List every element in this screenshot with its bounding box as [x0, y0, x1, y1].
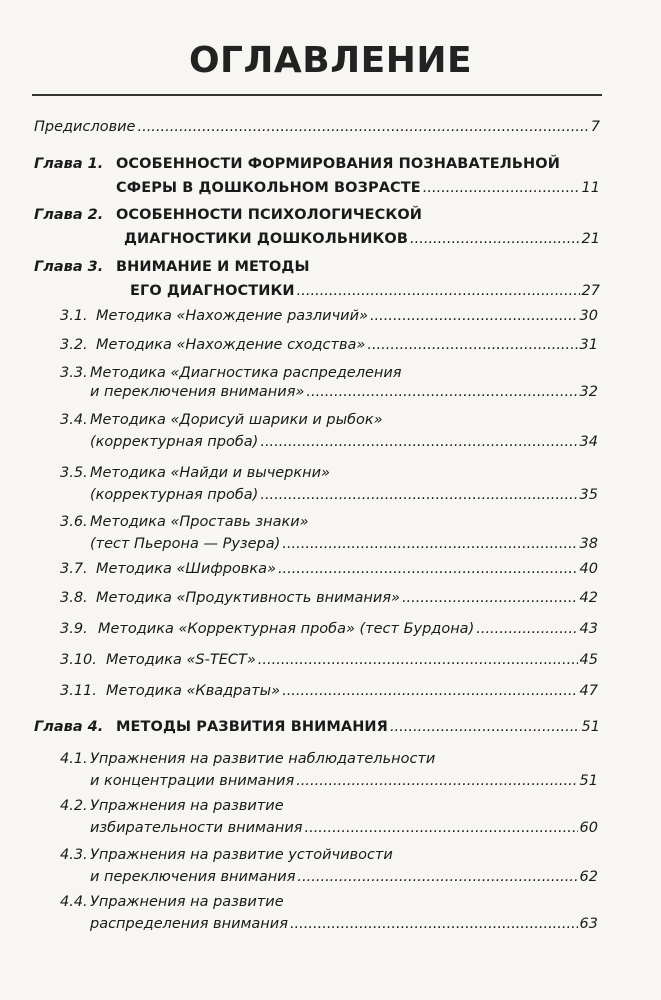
- entry-text-line1: Упражнения на развитие: [90, 894, 284, 910]
- toc-entry-3-7[interactable]: [60, 560, 598, 579]
- title-rule: [32, 94, 602, 96]
- page-number: 7: [590, 119, 600, 135]
- leader-dots: [297, 868, 577, 887]
- section-number: 3.5.: [60, 465, 88, 481]
- page-number: 32: [579, 384, 598, 400]
- leader-dots: [260, 486, 577, 505]
- page-number: 40: [579, 561, 598, 577]
- toc-entry-3-5[interactable]: [60, 464, 598, 505]
- leader-dots: [476, 620, 577, 639]
- toc-entry-3-6[interactable]: [60, 513, 598, 554]
- leader-dots: [402, 589, 578, 608]
- chapter-title-line2: ЕГО ДИАГНОСТИКИ: [130, 283, 295, 299]
- entry-text-line1: Упражнения на развитие устойчивости: [90, 847, 393, 863]
- section-number: 3.11.: [60, 683, 97, 699]
- chapter-title-line1: ОСОБЕННОСТИ ФОРМИРОВАНИЯ ПОЗНАВАТЕЛЬНОЙ: [116, 156, 560, 172]
- page-number: 34: [579, 434, 598, 450]
- entry-text-line2: (корректурная проба): [90, 487, 259, 503]
- chapter-title-line2: ДИАГНОСТИКИ ДОШКОЛЬНИКОВ: [124, 231, 409, 247]
- page-number: 62: [579, 869, 598, 885]
- entry-text-line2: избирательности внимания: [90, 820, 303, 836]
- leader-dots: [304, 819, 577, 838]
- leader-dots: [282, 682, 577, 701]
- toc-entry-3-3[interactable]: [60, 364, 598, 402]
- page-title: ОГЛАВЛЕНИЕ: [188, 40, 473, 81]
- page-number: 11: [581, 180, 600, 196]
- chapter-label: Глава 4.: [34, 719, 104, 735]
- toc-entry-3-1[interactable]: [60, 307, 598, 326]
- section-number: 3.4.: [60, 412, 88, 428]
- entry-text-line1: Упражнения на развитие наблюдательности: [90, 751, 436, 767]
- page-number: 51: [579, 773, 598, 789]
- page-number: 43: [579, 621, 598, 637]
- toc-entry-3-10[interactable]: [60, 651, 598, 670]
- page-number: 27: [581, 283, 600, 299]
- page-number: 60: [579, 820, 598, 836]
- toc-entry-3-9[interactable]: [60, 620, 598, 639]
- entry-text: Методика «S-ТЕСТ»: [106, 652, 256, 668]
- leader-dots: [137, 118, 588, 137]
- entry-text-line2: (тест Пьерона — Рузера): [90, 536, 281, 552]
- toc-entry-4-3[interactable]: [60, 846, 598, 887]
- leader-dots: [423, 179, 580, 198]
- entry-text-line2: (корректурная проба): [90, 434, 259, 450]
- entry-text-line2: и переключения внимания»: [90, 384, 305, 400]
- toc-entry-3-4[interactable]: [60, 411, 598, 452]
- page-number: 30: [579, 308, 598, 324]
- entry-text: Методика «Корректурная проба» (тест Бурдона): [98, 621, 475, 637]
- toc-entry-chapter-4[interactable]: [34, 718, 600, 737]
- chapter-title-line2: СФЕРЫ В ДОШКОЛЬНОМ ВОЗРАСТЕ: [116, 180, 421, 196]
- toc-entry-4-4[interactable]: [60, 893, 598, 934]
- chapter-label: Глава 3.: [34, 259, 104, 275]
- section-number: 4.4.: [60, 894, 88, 910]
- chapter-label: Глава 2.: [34, 207, 104, 223]
- entry-text-line1: Методика «Диагностика распределения: [90, 365, 402, 381]
- page-number: 31: [579, 337, 598, 353]
- page-number: 42: [579, 590, 598, 606]
- section-number: 3.10.: [60, 652, 97, 668]
- leader-dots: [296, 772, 577, 791]
- toc-entry-4-1[interactable]: [60, 750, 598, 791]
- chapter-title-line1: ВНИМАНИЕ И МЕТОДЫ: [116, 259, 310, 275]
- chapter-title: МЕТОДЫ РАЗВИТИЯ ВНИМАНИЯ: [116, 719, 388, 735]
- leader-dots: [306, 383, 577, 402]
- page-number: 51: [581, 719, 600, 735]
- page-number: 45: [579, 652, 598, 668]
- entry-text-line2: и концентрации внимания: [90, 773, 295, 789]
- section-number: 3.2.: [60, 337, 88, 353]
- leader-dots: [370, 307, 578, 326]
- leader-dots: [390, 718, 580, 737]
- entry-text: Методика «Нахождение сходства»: [96, 337, 366, 353]
- entry-text: Предисловие: [34, 119, 136, 135]
- toc-entry-3-8[interactable]: [60, 589, 598, 608]
- leader-dots: [297, 282, 580, 301]
- leader-dots: [367, 336, 577, 355]
- section-number: 3.3.: [60, 365, 88, 381]
- leader-dots: [290, 915, 578, 934]
- entry-text-line2: распределения внимания: [90, 916, 288, 932]
- section-number: 4.3.: [60, 847, 88, 863]
- entry-text-line1: Методика «Дорисуй шарики и рыбок»: [90, 412, 383, 428]
- chapter-label: Глава 1.: [34, 156, 104, 172]
- page-number: 63: [579, 916, 598, 932]
- toc-entry-4-2[interactable]: [60, 797, 598, 838]
- entry-text-line1: Упражнения на развитие: [90, 798, 284, 814]
- section-number: 3.6.: [60, 514, 88, 530]
- toc-entry-chapter-1[interactable]: [34, 155, 600, 198]
- chapter-title-line1: ОСОБЕННОСТИ ПСИХОЛОГИЧЕСКОЙ: [116, 207, 423, 223]
- page-number: 35: [579, 487, 598, 503]
- toc-entry-3-11[interactable]: [60, 682, 598, 701]
- section-number: 3.8.: [60, 590, 88, 606]
- entry-text-line1: Методика «Найди и вычеркни»: [90, 465, 331, 481]
- page-number: 38: [579, 536, 598, 552]
- leader-dots: [260, 433, 577, 452]
- entry-text: Методика «Шифровка»: [96, 561, 276, 577]
- entry-text-line2: и переключения внимания: [90, 869, 296, 885]
- entry-text: Методика «Нахождение различий»: [96, 308, 368, 324]
- entry-text: Методика «Квадраты»: [106, 683, 281, 699]
- leader-dots: [282, 535, 577, 554]
- toc-entry-chapter-2[interactable]: [34, 206, 600, 249]
- page-number: 47: [579, 683, 598, 699]
- section-number: 3.7.: [60, 561, 88, 577]
- section-number: 4.2.: [60, 798, 88, 814]
- entry-text: Методика «Продуктивность внимания»: [96, 590, 400, 606]
- toc-entry-3-2[interactable]: [60, 336, 598, 355]
- section-number: 3.1.: [60, 308, 88, 324]
- leader-dots: [410, 230, 580, 249]
- entry-text-line1: Методика «Проставь знаки»: [90, 514, 309, 530]
- section-number: 4.1.: [60, 751, 88, 767]
- page-number: 21: [581, 231, 600, 247]
- section-number: 3.9.: [60, 621, 88, 637]
- leader-dots: [258, 651, 578, 670]
- toc-entry-chapter-3[interactable]: [34, 258, 600, 301]
- toc-entry-preface[interactable]: [34, 118, 600, 137]
- leader-dots: [278, 560, 578, 579]
